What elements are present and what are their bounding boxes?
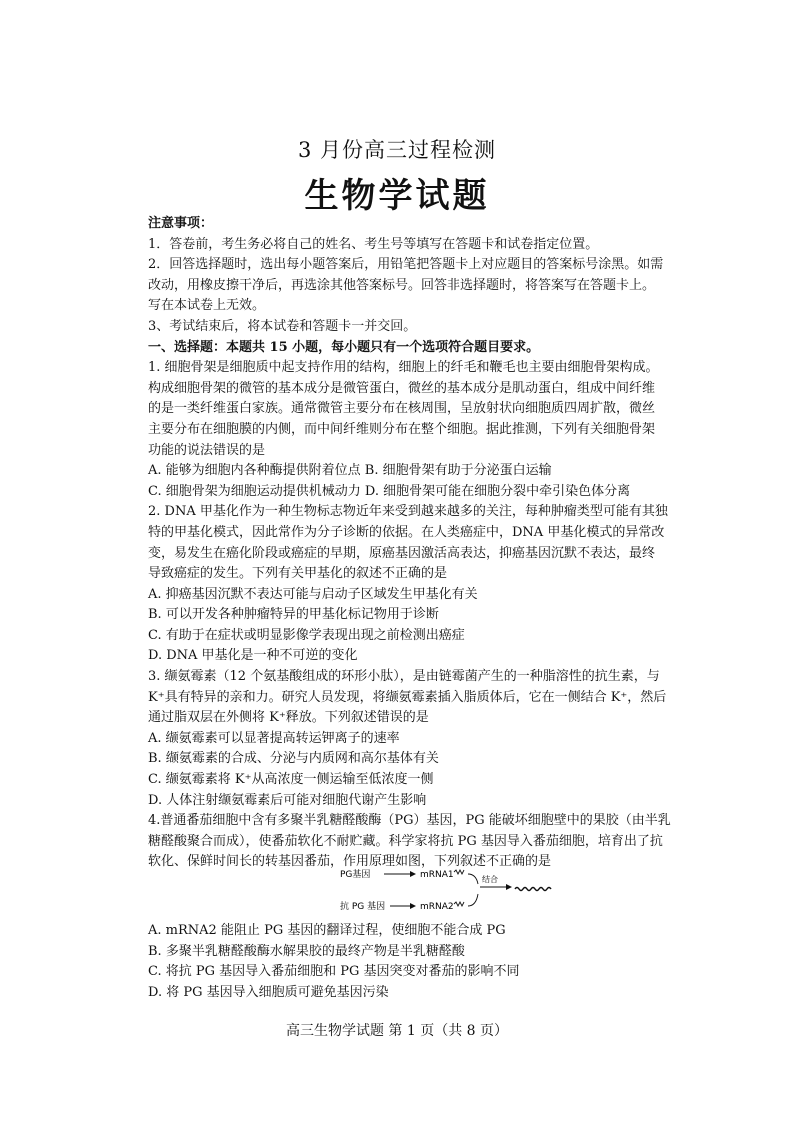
mrna-tail-icon [454,902,464,906]
answer-option: C. 缬氨霉素将 K⁺从高浓度一侧运输至低浓度一侧 [148,772,434,788]
answer-option: D. DNA 甲基化是一种不可逆的变化 [148,648,358,664]
answer-option: C. 细胞骨架为细胞运动提供机械动力 D. 细胞骨架可能在细胞分裂中牵引染色体分离 [148,483,631,499]
connector-line [468,874,478,884]
notes-line: 1．答卷前，考生务必将自己的姓名、考生号等填写在答题卡和试卷指定位置。 [148,236,599,252]
question-1 [148,358,658,502]
notes-line: 2．回答选择题时，选出每小题答案后，用铅笔把答题卡上对应题目的答案标号涂黑。如需 [148,257,664,273]
question-stem-line: 的是一类纤维蛋白家族。通常微管主要分布在核周围，呈放射状向细胞质四周扩散，微丝 [148,401,656,417]
question-4-options [148,921,658,1003]
question-stem-line: 变，易发生在癌化阶段或癌症的早期，原癌基因激活高表达，抑癌基因沉默不表达，最终 [148,545,656,561]
answer-option: D. 人体注射缬氨霉素后可能对细胞代谢产生影响 [148,792,427,808]
exam-subtitle: 3 月份高三过程检测 [297,138,497,162]
connector-line [468,894,478,906]
diagram-label-anti-pg-gene: 抗 PG 基因 [340,902,386,912]
answer-option: A. 缬氨霉素可以显著提高转运钾离子的速率 [148,730,400,746]
pg-mechanism-diagram [340,866,570,916]
arrow-head [410,903,416,909]
question-stem-line: 通过脂双层在外侧将 K⁺释放。下列叙述错误的是 [148,710,429,726]
mrna-tail-icon [454,870,464,874]
answer-option: D. 将 PG 基因导入细胞质可避免基因污染 [148,984,389,1000]
question-stem-line: 3. 缬氨霉素（12 个氨基酸组成的环形小肽），是由链霉菌产生的一种脂溶性的抗生素，与 [148,669,660,685]
double-strand-rna-icon [515,888,551,891]
diagram-label-mrna1: mRNA1 [420,870,454,880]
question-stem-line: 主要分布在细胞膜的内侧，而中间纤维则分布在整个细胞。据此推测，下列有关细胞骨架 [148,421,656,437]
answer-option: A. 能够为细胞内各种酶提供附着位点 B. 细胞骨架有助于分泌蛋白运输 [148,463,552,479]
question-stem-line: 功能的说法错误的是 [148,442,266,458]
bind-arrow-head [506,884,512,890]
question-4 [148,811,671,873]
diagram-label-pg-gene: PG基因 [340,870,371,880]
answer-option: C. 将抗 PG 基因导入番茄细胞和 PG 基因突变对番茄的影响不同 [148,964,520,980]
answer-option: B. 可以开发各种肿瘤特异的甲基化标记物用于诊断 [148,607,439,623]
exam-body [148,214,671,873]
notes-line: 写在本试卷上无效。 [148,298,266,314]
answer-option: C. 有助于在症状或明显影像学表现出现之前检测出癌症 [148,627,465,643]
diagram-label-mrna2: mRNA2 [420,902,454,912]
answer-option: A. mRNA2 能阻止 PG 基因的翻译过程，使细胞不能合成 PG [148,923,506,938]
answer-option: A. 抑癌基因沉默不表达可能与启动子区域发生甲基化有关 [148,586,478,602]
page-footer: 高三生物学试题 第 1 页（共 8 页） [285,1023,509,1039]
answer-option: B. 缬氨霉素的合成、分泌与内质网和高尔基体有关 [148,751,439,767]
question-stem-line: 1. 细胞骨架是细胞质中起支持作用的结构，细胞上的纤毛和鞭毛也主要由细胞骨架构成。 [148,360,659,376]
arrow-head [410,871,416,877]
question-3 [148,667,667,811]
notes-line: 改动，用橡皮擦干净后，再选涂其他答案标号。回答非选择题时，将答案写在答题卡上。 [148,277,656,293]
notes-line: 3、考试结束后，将本试卷和答题卡一并交回。 [148,318,417,334]
question-stem-line: 构成细胞骨架的微管的基本成分是微管蛋白，微丝的基本成分是肌动蛋白，组成中间纤维 [148,380,656,396]
question-2 [148,502,668,667]
question-stem-line: K⁺具有特异的亲和力。研究人员发现，将缬氨霉素插入脂质体后，它在一侧结合 K⁺，然后 [148,689,667,705]
notes-heading: 注意事项： [148,216,214,231]
question-stem-line: 特的甲基化模式，因此常作为分子诊断的依据。在人类癌症中，DNA 甲基化模式的异常改 [148,524,665,540]
exam-title: 生物学试题 [304,176,490,216]
question-stem-line: 糖醛酸聚合而成），使番茄软化不耐贮藏。科学家将抗 PG 基因导入番茄细胞，培育出了抗 [148,833,663,849]
question-stem-line: 导致癌症的发生。下列有关甲基化的叙述不正确的是 [148,566,448,582]
diagram-label-bind: 结合 [482,875,498,884]
answer-option: B. 多聚半乳糖醛酸酶水解果胶的最终产物是半乳糖醛酸 [148,943,465,959]
question-stem-line: 2. DNA 甲基化作为一种生物标志物近年来受到越来越多的关注，每种肿瘤类型可能有其独 [148,504,668,520]
question-stem-line: 4.普通番茄细胞中含有多聚半乳糖醛酸酶（PG）基因，PG 能破坏细胞壁中的果胶（由半乳 [148,813,671,829]
question-stem-line: 软化、保鲜时间长的转基因番茄，作用原理如图，下列叙述不正确的是 [148,854,552,870]
section-heading: 一、选择题：本题共 15 小题，每小题只有一个选项符合题目要求。 [148,339,540,355]
